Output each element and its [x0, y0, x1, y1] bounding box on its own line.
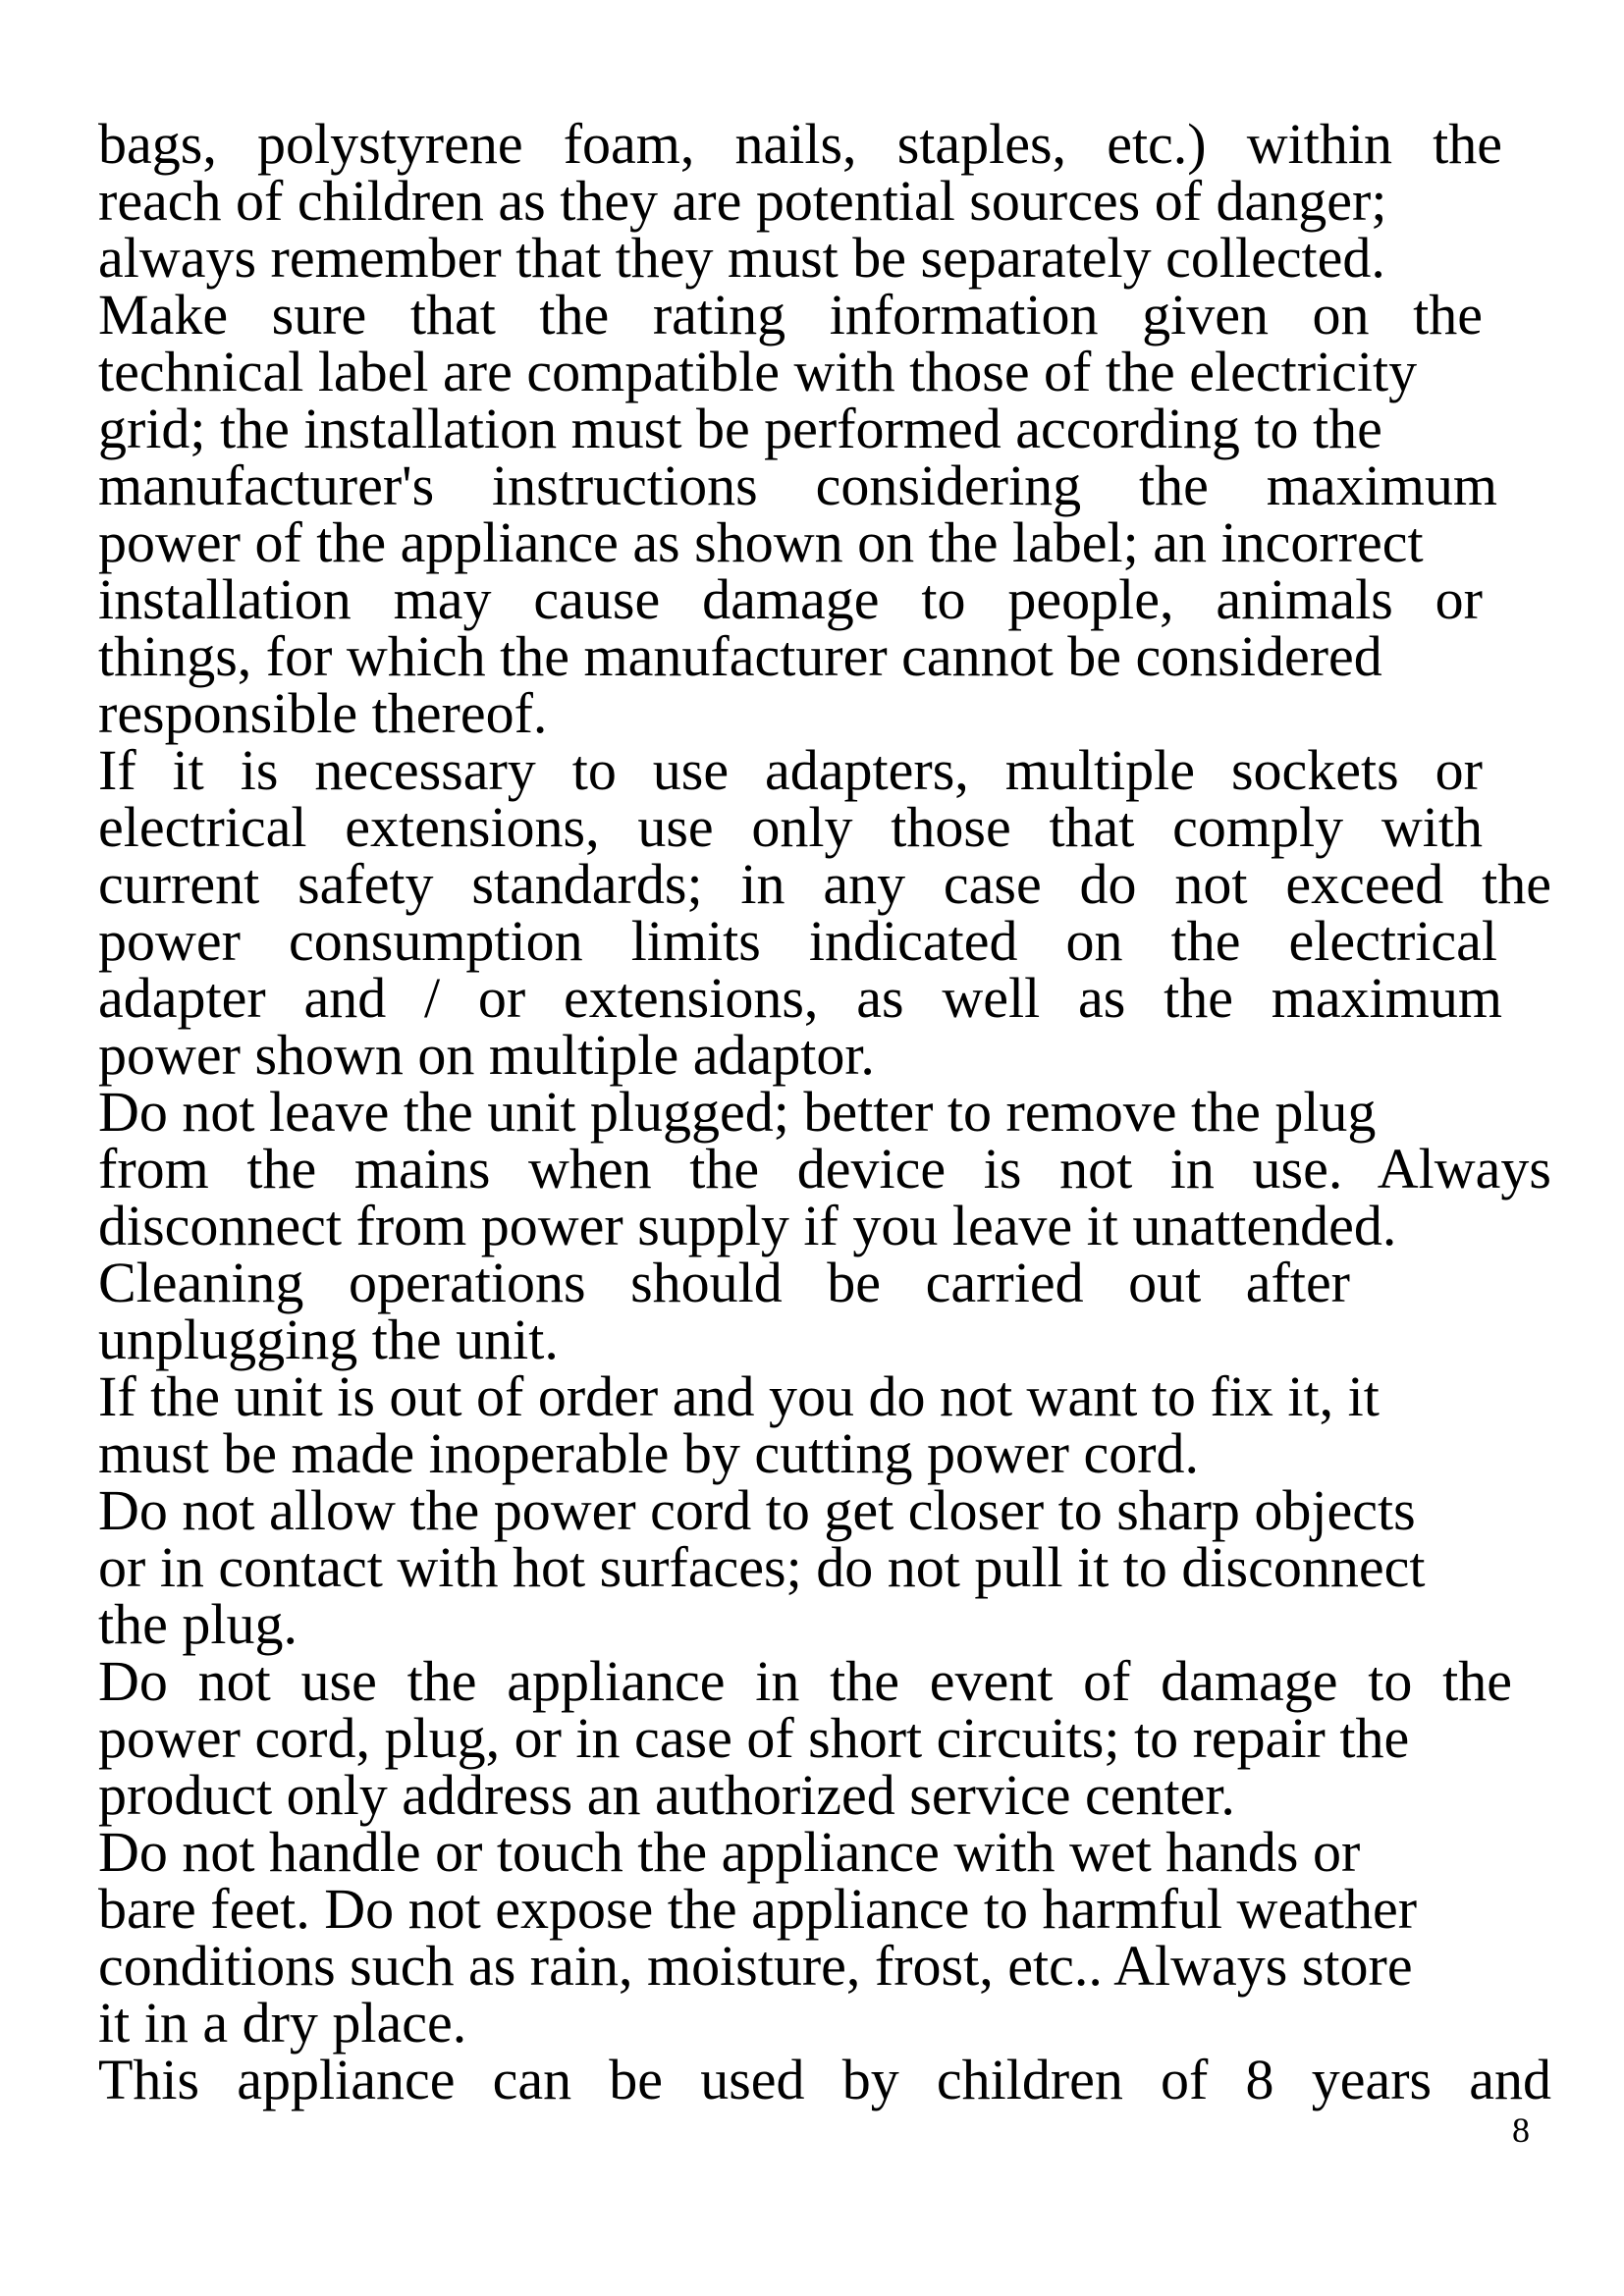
text-line: Do not use the appliance in the event of damage to the: [98, 1649, 1512, 1713]
text-line: power shown on multiple adaptor.: [98, 1023, 875, 1087]
text-line: reach of children as they are potential sources of danger;: [98, 169, 1387, 233]
text-line: product only address an authorized service center.: [98, 1763, 1235, 1827]
text-line: things, for which the manufacturer cannot be considered: [98, 624, 1382, 688]
text-line: bags, polystyrene foam, nails, staples, etc.) within the: [98, 112, 1502, 176]
text-line: must be made inoperable by cutting power cord.: [98, 1421, 1200, 1485]
text-line: Make sure that the rating information given on the: [98, 283, 1483, 347]
text-line: If it is necessary to use adapters, multiple sockets or: [98, 738, 1483, 802]
text-line: the plug.: [98, 1592, 298, 1656]
text-line: always remember that they must be separately collected.: [98, 226, 1385, 290]
text-line: grid; the installation must be performed according to the: [98, 397, 1382, 460]
text-line: from the mains when the device is not in use. Always: [98, 1137, 1551, 1201]
text-line: adapter and / or extensions, as well as the maximum: [98, 966, 1502, 1030]
text-line: If the unit is out of order and you do not want to fix it, it: [98, 1364, 1380, 1428]
text-line: current safety standards; in any case do not exceed the: [98, 852, 1551, 916]
text-line: installation may cause damage to people, animals or: [98, 567, 1483, 631]
text-line: This appliance can be used by children of 8 years and: [98, 2048, 1551, 2111]
text-line: power cord, plug, or in case of short circuits; to repair the: [98, 1706, 1410, 1770]
text-line: Do not allow the power cord to get closer to sharp objects: [98, 1478, 1416, 1542]
text-line: technical label are compatible with those of the electricity: [98, 340, 1418, 403]
text-line: or in contact with hot surfaces; do not pull it to disconnect: [98, 1535, 1426, 1599]
text-line: Do not handle or touch the appliance with wet hands or: [98, 1820, 1361, 1884]
body-text: [98, 112, 1586, 2111]
text-line: bare feet. Do not expose the appliance to harmful weather: [98, 1877, 1418, 1941]
text-line: it in a dry place.: [98, 1991, 467, 2055]
text-line: manufacturer's instructions considering the maximum: [98, 454, 1497, 517]
text-line: responsible thereof.: [98, 681, 548, 745]
text-line: power of the appliance as shown on the label; an incorrect: [98, 510, 1424, 574]
text-line: conditions such as rain, moisture, frost, etc.. Always store: [98, 1934, 1413, 1998]
text-line: Do not leave the unit plugged; better to remove the plug: [98, 1080, 1377, 1144]
text-line: power consumption limits indicated on the electrical: [98, 909, 1497, 973]
page-number: 8: [1512, 2110, 1530, 2150]
text-line: disconnect from power supply if you leave it unattended.: [98, 1194, 1397, 1257]
text-line: Cleaning operations should be carried out after: [98, 1251, 1350, 1314]
text-line: unplugging the unit.: [98, 1308, 559, 1371]
text-line: electrical extensions, use only those that comply with: [98, 795, 1483, 859]
